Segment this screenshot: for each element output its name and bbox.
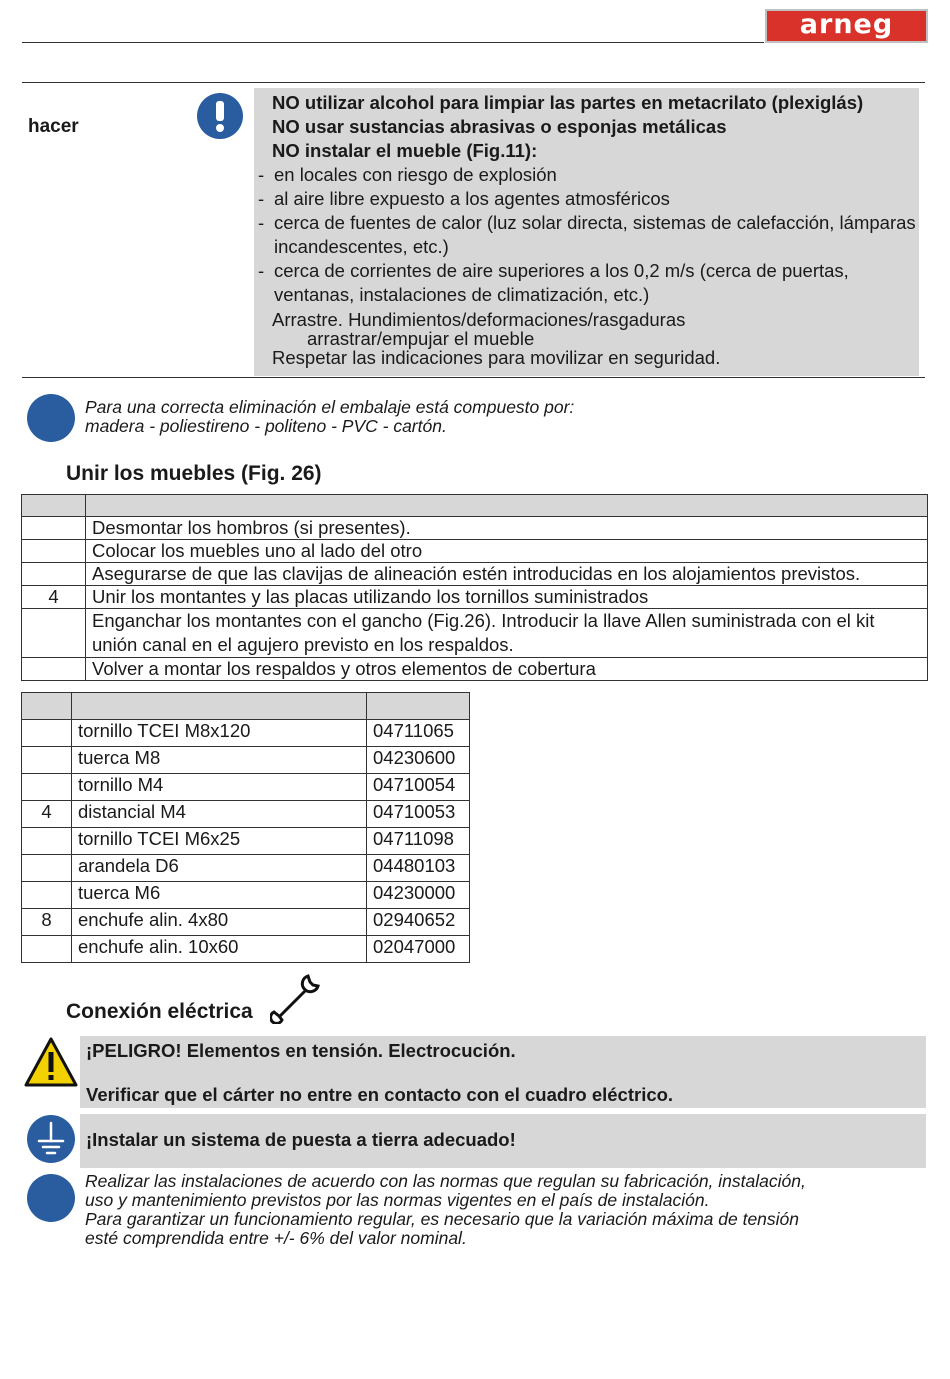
- warning-item: - en locales con riesgo de explosión: [256, 163, 916, 187]
- step-number: [22, 563, 86, 586]
- part-qty: [22, 855, 72, 882]
- step-text: Asegurarse de que las clavijas de alineación estén introducidas en los alojamientos previstos.: [86, 563, 928, 586]
- table-row: [22, 936, 470, 963]
- table-row: [22, 774, 470, 801]
- table-header-row: [22, 693, 470, 720]
- ground-earth-icon: [26, 1114, 76, 1164]
- part-name: enchufe alin. 10x60: [72, 936, 367, 963]
- warning-text: [256, 91, 916, 367]
- part-code: 04480103: [367, 855, 470, 882]
- part-code: 04710053: [367, 801, 470, 828]
- part-code: 04711098: [367, 828, 470, 855]
- part-name: tuerca M6: [72, 882, 367, 909]
- warning-line-abrasive: NO usar sustancias abrasivas o esponjas metálicas: [272, 116, 727, 137]
- part-qty: [22, 720, 72, 747]
- part-name: tornillo TCEI M8x120: [72, 720, 367, 747]
- danger-warning-icon: [24, 1036, 78, 1088]
- electric-note-line-3: Para garantizar un funcionamiento regular, es necesario que la variación máxima de tensión: [85, 1209, 800, 1229]
- join-steps-table: [21, 494, 928, 681]
- part-code: 02047000: [367, 936, 470, 963]
- electric-section-title: Conexión eléctrica: [66, 1000, 253, 1023]
- step-text: Colocar los muebles uno al lado del otro: [86, 540, 928, 563]
- safety-line: Respetar las indicaciones para movilizar en seguridad.: [272, 347, 721, 368]
- header-rule: [22, 42, 764, 43]
- part-name: distancial M4: [72, 801, 367, 828]
- warning-item: - cerca de corrientes de aire superiores a los 0,2 m/s (cerca de puertas, ventanas, instalaciones de climatización, etc.): [256, 259, 916, 307]
- table-row: [22, 801, 470, 828]
- table-row: [22, 828, 470, 855]
- part-qty: [22, 882, 72, 909]
- ground-line: ¡Instalar un sistema de puesta a tierra adecuado!: [86, 1129, 516, 1150]
- electric-note-line-4: esté comprendida entre +/- 6% del valor nominal.: [85, 1228, 467, 1248]
- step-text: Volver a montar los respaldos y otros elementos de cobertura: [86, 658, 928, 681]
- drag-line: Arrastre. Hundimientos/deformaciones/rasgaduras: [272, 309, 686, 330]
- part-qty: [22, 774, 72, 801]
- step-number: [22, 540, 86, 563]
- table-row: [22, 609, 928, 658]
- table-row: [22, 855, 470, 882]
- warning-line-alcohol: NO utilizar alcohol para limpiar las partes en metacrilato (plexiglás): [272, 92, 864, 113]
- step-number: [22, 658, 86, 681]
- note-dot-icon: [27, 394, 75, 442]
- step-text: Enganchar los montantes con el gancho (Fig.26). Introducir la llave Allen suministrada con el kit unión canal en el agujero previsto en los respaldos.: [86, 609, 928, 658]
- part-name: tornillo M4: [72, 774, 367, 801]
- part-name: tornillo TCEI M6x25: [72, 828, 367, 855]
- danger-line-1: ¡PELIGRO! Elementos en tensión. Electrocución.: [86, 1040, 516, 1061]
- section-rule-top: [22, 82, 925, 83]
- mandatory-info-icon: [196, 92, 244, 140]
- part-qty: [22, 828, 72, 855]
- step-number: 4: [22, 586, 86, 609]
- part-code: 04230000: [367, 882, 470, 909]
- part-name: tuerca M8: [72, 747, 367, 774]
- table-row: [22, 586, 928, 609]
- table-row: [22, 540, 928, 563]
- table-row: [22, 882, 470, 909]
- step-number: [22, 609, 86, 658]
- warning-line-install: NO instalar el mueble (Fig.11):: [272, 140, 538, 161]
- part-code: 04710054: [367, 774, 470, 801]
- table-row: [22, 563, 928, 586]
- electric-note: [85, 1172, 806, 1248]
- parts-table: [21, 692, 470, 963]
- step-text: Unir los montantes y las placas utilizando los tornillos suministrados: [86, 586, 928, 609]
- part-qty: 4: [22, 801, 72, 828]
- part-code: 02940652: [367, 909, 470, 936]
- wrench-icon: [270, 972, 322, 1024]
- part-name: enchufe alin. 4x80: [72, 909, 367, 936]
- step-number: [22, 517, 86, 540]
- part-code: 04230600: [367, 747, 470, 774]
- table-row: [22, 747, 470, 774]
- packaging-line-1: Para una correcta eliminación el embalaje está compuesto por:: [85, 397, 575, 417]
- part-qty: [22, 747, 72, 774]
- packaging-note: [85, 398, 574, 436]
- note-dot-icon: [27, 1174, 75, 1222]
- section-rule-bottom: [22, 377, 925, 378]
- warning-item: - al aire libre expuesto a los agentes atmosféricos: [256, 187, 916, 211]
- drag-sub-line: arrastrar/empujar el mueble: [307, 328, 535, 349]
- electric-note-line-2: uso y mantenimiento previstos por las normas vigentes en el país de instalación.: [85, 1190, 710, 1210]
- side-label: hacer: [28, 116, 79, 137]
- table-row: [22, 658, 928, 681]
- table-row: [22, 720, 470, 747]
- join-section-title: Unir los muebles (Fig. 26): [66, 462, 322, 485]
- part-name: arandela D6: [72, 855, 367, 882]
- step-text: Desmontar los hombros (si presentes).: [86, 517, 928, 540]
- arneg-logo: arneg: [765, 9, 928, 43]
- packaging-line-2: madera - poliestireno - politeno - PVC - cartón.: [85, 416, 447, 436]
- table-header-row: [22, 495, 928, 517]
- electric-note-line-1: Realizar las instalaciones de acuerdo con las normas que regulan su fabricación, instalación,: [85, 1171, 806, 1191]
- warning-item: - cerca de fuentes de calor (luz solar directa, sistemas de calefacción, lámparas incandescentes, etc.): [256, 211, 916, 259]
- danger-line-2: Verificar que el cárter no entre en contacto con el cuadro eléctrico.: [86, 1084, 674, 1105]
- table-row: [22, 517, 928, 540]
- part-qty: [22, 936, 72, 963]
- table-row: [22, 909, 470, 936]
- part-qty: 8: [22, 909, 72, 936]
- part-code: 04711065: [367, 720, 470, 747]
